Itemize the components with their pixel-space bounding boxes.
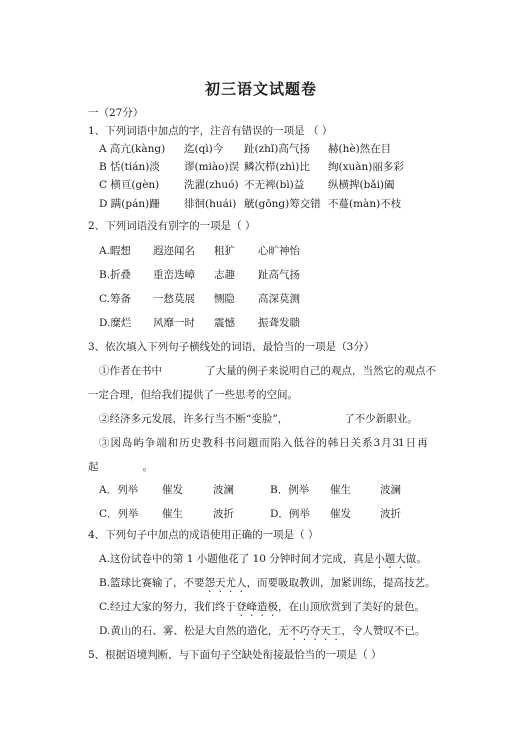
q2-option-d-word1: D.糜烂 — [99, 317, 132, 329]
q4-option-a-text: A.这份试卷中的第 1 小题他花了 10 分钟时间才完成，真是 — [99, 553, 375, 565]
q3-option-c-word2: 催生 — [162, 508, 183, 520]
q3-option-b-word1: B．例举 — [270, 484, 310, 496]
question-3-stem: 3、依次填入下列句子横线处的词语，最恰当的一项是（3分） — [88, 341, 375, 353]
q4-option-a — [99, 552, 427, 571]
q3-sentence-2 — [99, 412, 418, 426]
q1-option-c-word2: 洗濯(zhuó) — [184, 179, 239, 191]
q2-option-d-word2: 风靡一时 — [153, 317, 195, 329]
q3-sentence-3-end: 。 — [142, 461, 153, 473]
q2-option-c-word2: 一愁莫展 — [153, 293, 195, 305]
q3-sentence-1-part-a: ①作者在书中 — [99, 365, 162, 377]
q1-option-d-word1: D 蹒(pán)跚 — [99, 198, 160, 210]
q1-option-a-word2: 迄(qì)今 — [184, 143, 224, 155]
q3-option-d-word3: 波折 — [380, 508, 401, 520]
q4-option-a-idiom: 小题大做 — [374, 553, 417, 565]
q3-option-d-word1: D．例举 — [270, 508, 310, 520]
q1-option-d-word4: 不蔓(màn)不枝 — [328, 198, 402, 210]
q4-option-c-end: ，在山顶欣赏到了美好的景色。 — [278, 601, 425, 613]
q2-option-b-word4: 趾高气扬 — [258, 269, 300, 281]
q3-sentence-1 — [99, 364, 436, 378]
question-4-stem: 4、下列句子中加点的成语使用正确的一项是（ ） — [88, 529, 319, 541]
q4-option-b-text: B.篮球比赛输了，不要 — [99, 577, 205, 589]
q4-option-c-idiom: 登峰造极 — [236, 601, 278, 613]
q3-sentence-3-start: 起 — [88, 461, 99, 473]
q3-option-c-word1: C．列举 — [99, 508, 139, 520]
q1-option-b-word2: 谬(miào)误 — [184, 161, 240, 173]
q2-option-c-word1: C.筹备 — [99, 293, 131, 305]
q3-option-b-word2: 催生 — [330, 484, 351, 496]
q3-option-c-word3: 波折 — [213, 508, 234, 520]
question-2-stem: 2、下列词语没有别字的一项是（ ） — [88, 220, 256, 232]
q2-option-a-word2: 遐迩闻名 — [153, 245, 195, 257]
q3-option-d-word2: 催发 — [330, 508, 351, 520]
q2-option-a-word3: 粗犷 — [214, 245, 235, 257]
q3-sentence-1-cont: 一定合理，但给我们提供了一些思考的空间。 — [88, 389, 298, 401]
q4-option-d-idiom: 不巧夺天工 — [288, 625, 342, 637]
q3-sentence-1-part-b: 了大量的例子来说明自己的观点，当然它的观点不 — [205, 365, 436, 377]
q2-option-d-word3: 震憾 — [214, 317, 235, 329]
q1-option-c-word3: 不无裨(bì)益 — [244, 179, 305, 191]
section-header: 一（27分） — [88, 107, 144, 119]
q4-option-b — [99, 576, 436, 595]
q4-option-d-text: D.黄山的石、雾、松是大自然的造化，无 — [99, 625, 289, 637]
exam-title: 初三语文试题卷 — [204, 80, 317, 98]
q1-option-d-word2: 徘徊(huái) — [184, 198, 237, 210]
q4-option-a-end: 。 — [416, 553, 427, 565]
q1-option-a-word1: A 高亢(kàng) — [99, 143, 166, 155]
q3-sentence-3: ③ 図 岛 屿 争 端 和 历 史 教 科 书 问 题 而 陷 入 低 谷 的 韩 日 关 系 3 月 31 日 再 — [99, 437, 427, 449]
question-5-stem: 5、根据语境判断，与下面句子空缺处衔接最恰当的一项是（ ） — [88, 649, 382, 661]
question-1-stem: 1、下列词语中加点的字，注音有错误的一项是 （ ） — [88, 125, 333, 137]
q2-option-b-word3: 志趣 — [214, 269, 235, 281]
q3-option-b-word3: 波澜 — [380, 484, 401, 496]
q1-option-b-word3: 鳞次栉(zhì)比 — [244, 161, 310, 173]
q2-option-c-word3: 恻隐 — [214, 293, 235, 305]
q3-sentence-3-cont — [88, 460, 153, 474]
q4-option-b-end: ，而要吸取教训，加紧训练，提高技艺。 — [246, 577, 436, 589]
q2-option-c-word4: 高深莫测 — [258, 293, 300, 305]
q3-option-a-word1: A．列举 — [99, 484, 139, 496]
q3-sentence-2-part-b: 了不少新职业。 — [344, 413, 418, 425]
q1-option-c-word4: 纵横捭(bǎi)阖 — [328, 179, 395, 191]
q2-option-d-word4: 振聋发聩 — [258, 317, 300, 329]
q1-option-a-word3: 趾(zhǐ)高气扬 — [244, 143, 310, 155]
q1-option-a-word4: 赫(hè)然在目 — [328, 143, 392, 155]
q1-option-d-word3: 觥(gōng)筹交错 — [244, 198, 321, 210]
q2-option-b-word2: 重峦迭嶂 — [153, 269, 195, 281]
q4-option-d — [99, 624, 425, 643]
q3-option-a-word3: 波澜 — [213, 484, 234, 496]
q4-option-c-text: C.经过大家的努力，我们终于 — [99, 601, 236, 613]
q2-option-a-word1: A.暇想 — [99, 245, 131, 257]
q1-option-c-word1: C 横亘(gèn) — [99, 179, 160, 191]
q1-option-b-word4: 绚(xuàn)丽多彩 — [328, 161, 404, 173]
q4-option-b-idiom: 怨天尤人 — [204, 577, 247, 589]
q3-option-a-word2: 催发 — [162, 484, 183, 496]
q4-option-c — [99, 600, 425, 619]
q3-sentence-2-part-a: ②经济多元发展，许多行当不断“变脸”， — [99, 413, 289, 425]
q4-option-d-end: ，令人赞叹不已。 — [341, 625, 426, 637]
q2-option-b-word1: B.折叠 — [99, 269, 132, 281]
q1-option-b-word1: B 恬(tián)淡 — [99, 161, 160, 173]
q2-option-a-word4: 心旷神怡 — [258, 245, 300, 257]
